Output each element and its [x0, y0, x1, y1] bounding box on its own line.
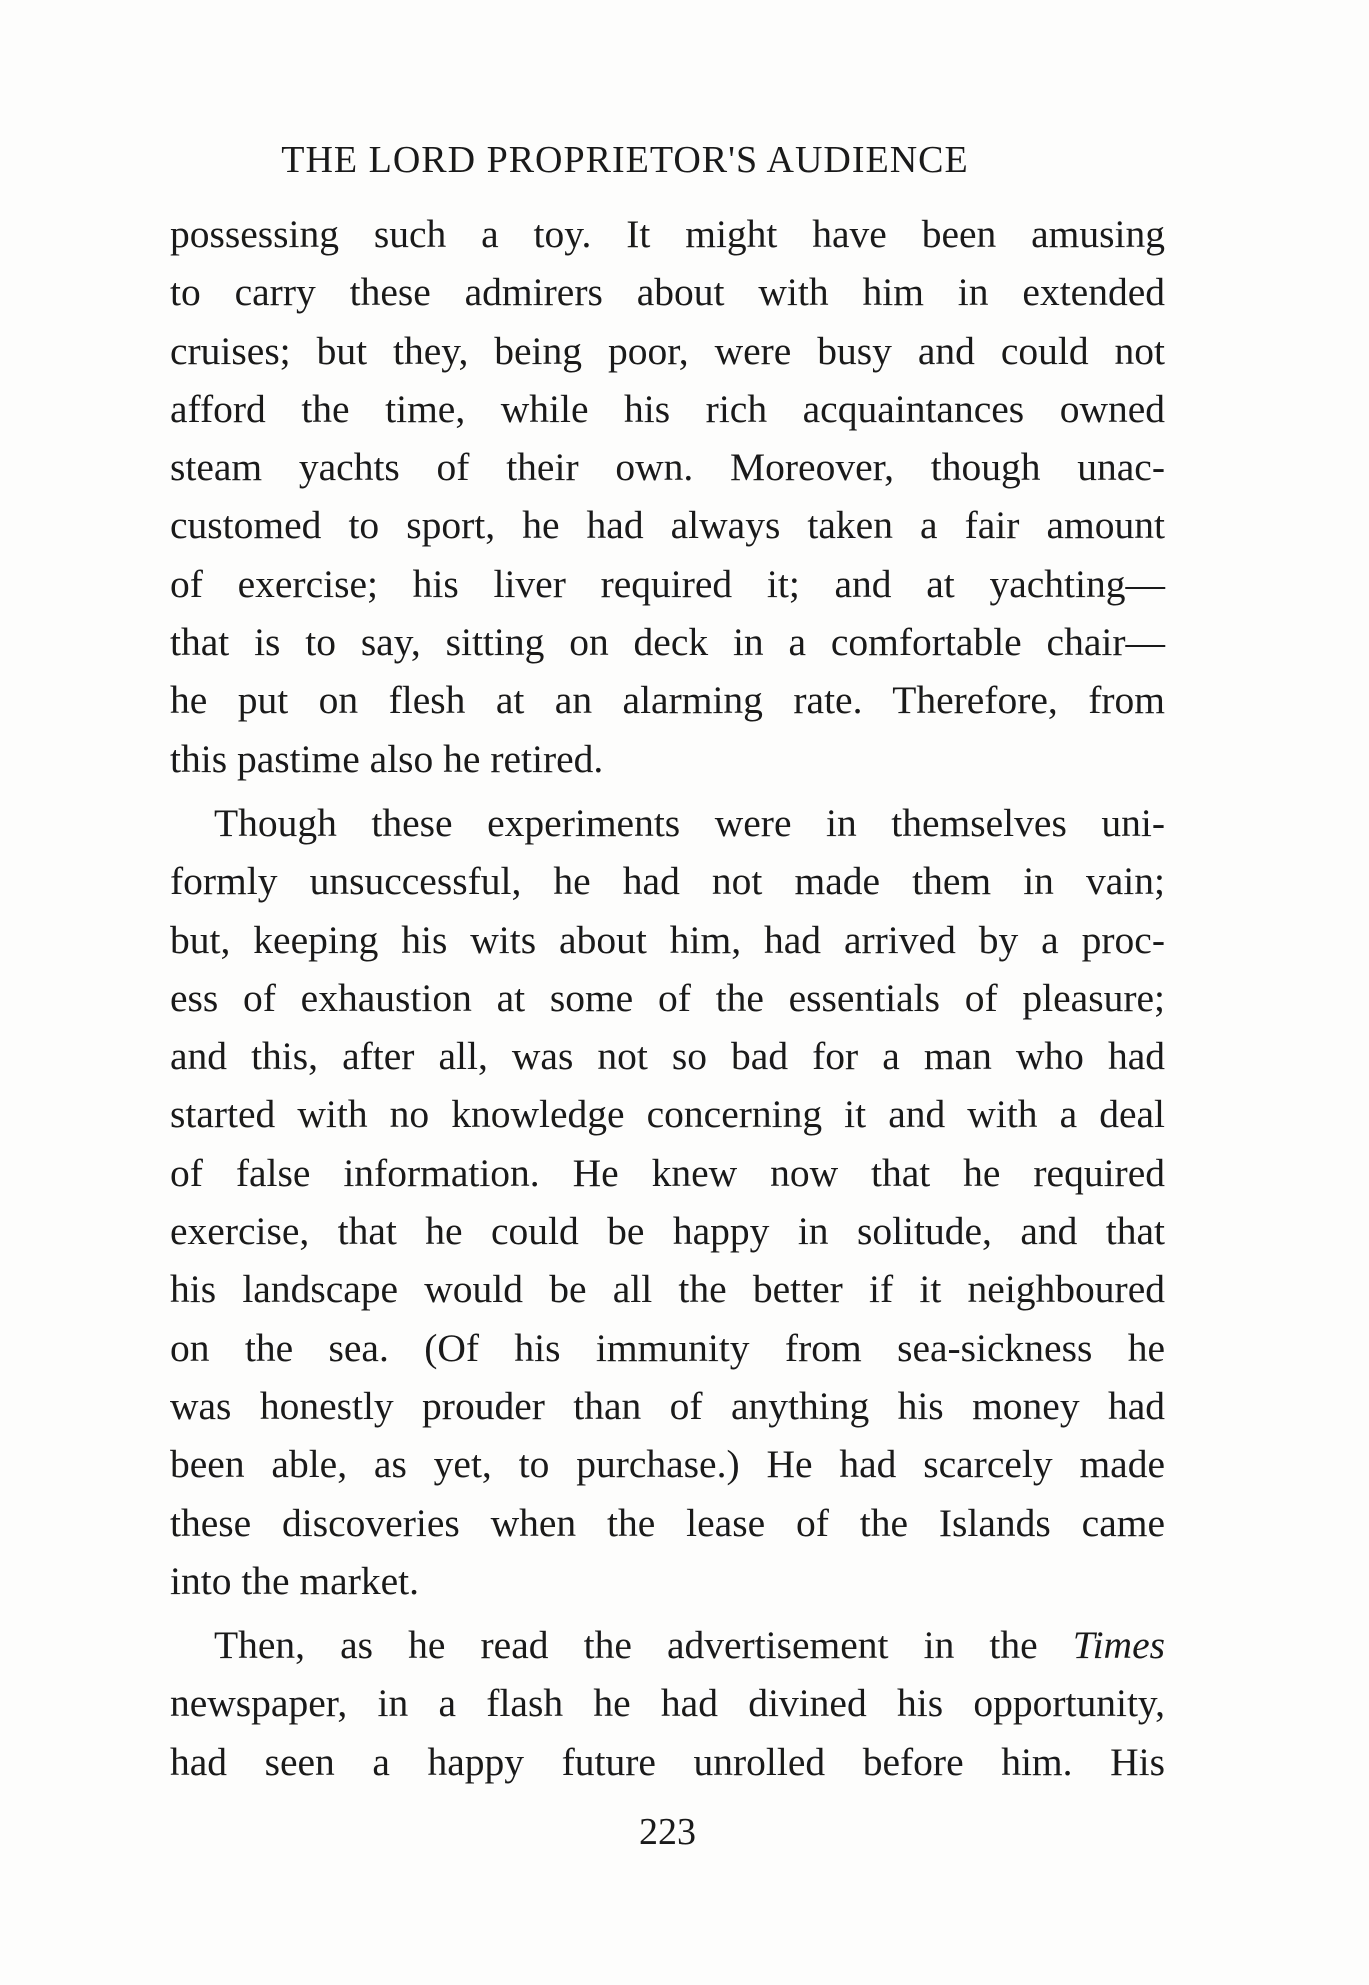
text-line: was honestly prouder than of anything his money had — [170, 1383, 1165, 1428]
text-line: his landscape would be all the better if it neighboured — [170, 1267, 1165, 1312]
paragraph-3 — [170, 1616, 1165, 1791]
text-line: that is to say, sitting on deck in a comfortable chair— — [170, 620, 1165, 665]
text-line: had seen a happy future unrolled before him. His — [170, 1739, 1165, 1784]
text-line: this pastime also he retired. — [170, 736, 604, 781]
text-line: cruises; but they, being poor, were busy and could not — [170, 328, 1165, 373]
text-line: exercise, that he could be happy in solitude, and that — [170, 1209, 1165, 1254]
text-line: these discoveries when the lease of the Islands came — [170, 1500, 1165, 1545]
text-line: ess of exhaustion at some of the essentials of pleasure; — [170, 975, 1165, 1020]
text-line: possessing such a toy. It might have been amusing — [170, 212, 1165, 256]
text-line: steam yachts of their own. Moreover, though unac- — [170, 445, 1165, 490]
text-line: to carry these admirers about with him in extended — [170, 270, 1165, 315]
text-line — [170, 1616, 1165, 1674]
text-line: into the market. — [170, 1558, 419, 1603]
text-line: he put on flesh at an alarming rate. Therefore, from — [170, 678, 1165, 723]
text-line: been able, as yet, to purchase.) He had scarcely made — [170, 1442, 1165, 1487]
text-line: afford the time, while his rich acquaintances owned — [170, 386, 1165, 431]
page-number: 223 — [639, 1811, 696, 1853]
text-line: formly unsuccessful, he had not made them in vain; — [170, 859, 1165, 904]
text-line: customed to sport, he had always taken a fair amount — [170, 503, 1165, 548]
text-line: of false information. He knew now that he required — [170, 1150, 1165, 1195]
text-line: newspaper, in a flash he had divined his opportunity, — [170, 1681, 1165, 1726]
running-head: THE LORD PROPRIETOR'S AUDIENCE — [281, 139, 969, 181]
paragraph-1 — [170, 205, 1165, 788]
text-line: and this, after all, was not so bad for a man who had — [170, 1034, 1165, 1079]
newspaper-title: Times — [1072, 1623, 1165, 1668]
text-line: started with no knowledge concerning it and with a deal — [170, 1092, 1165, 1137]
text-line: but, keeping his wits about him, had arrived by a proc- — [170, 917, 1165, 962]
text-line: on the sea. (Of his immunity from sea-sickness he — [170, 1325, 1165, 1370]
paragraph-2 — [170, 794, 1165, 1610]
body-text — [170, 205, 1165, 1791]
text-line: of exercise; his liver required it; and at yachting— — [170, 561, 1165, 606]
text-run: Then, as he read the advertisement in the — [214, 1623, 1073, 1668]
text-line: Though these experiments were in themselves uni- — [214, 800, 1165, 845]
